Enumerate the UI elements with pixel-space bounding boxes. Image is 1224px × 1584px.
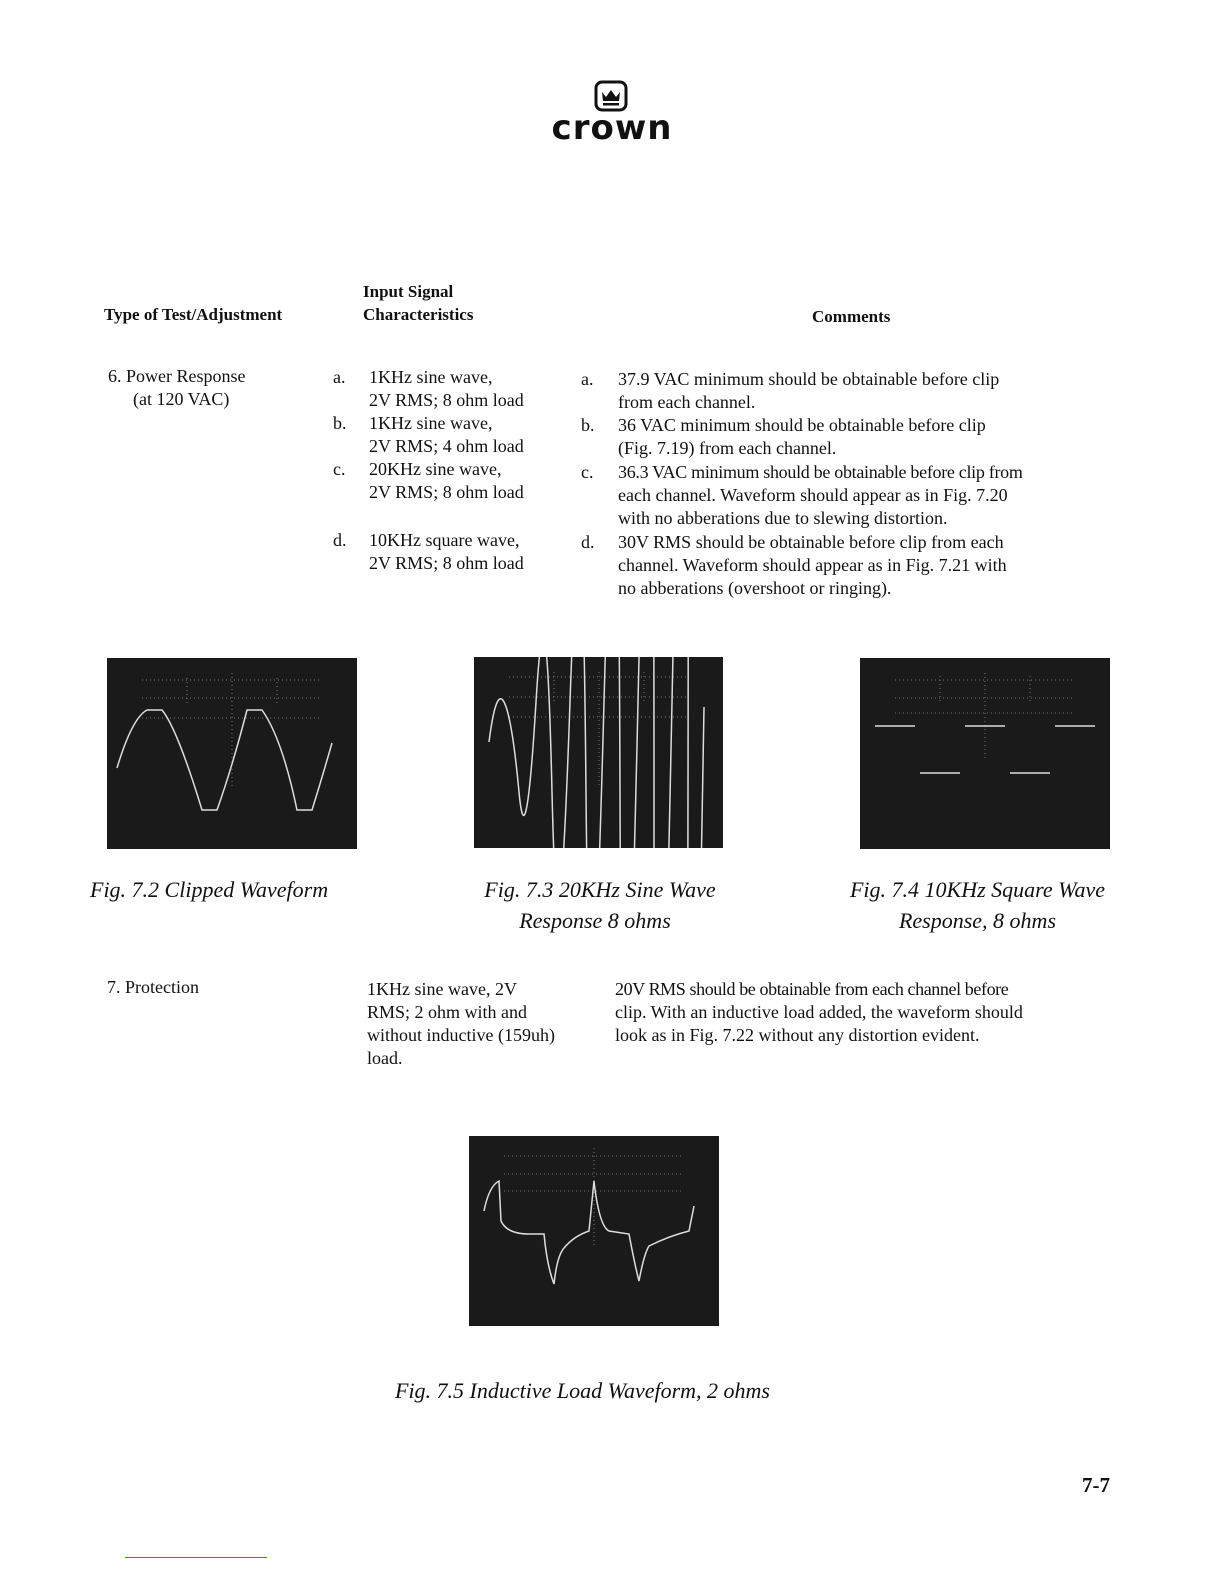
sine-wave-photo	[474, 657, 723, 848]
logo-text: crown	[551, 108, 673, 148]
header-input-1: Input Signal	[363, 282, 454, 301]
row6-test-sub: (at 120 VAC)	[133, 389, 230, 409]
comment-line: with no abberations due to slewing distortion.	[618, 508, 948, 528]
comment-line: from each channel.	[618, 392, 756, 412]
caption-fig-7-4: Fig. 7.4 10KHz Square Wave	[849, 877, 1106, 902]
comment-letter: a.	[581, 369, 594, 389]
footer-rule	[125, 1557, 267, 1558]
row7-comment-line: 20V RMS should be obtainable from each channel before	[615, 979, 1009, 999]
comment-line: no abberations (overshoot or ringing).	[618, 578, 892, 598]
page-number: 7-7	[1082, 1473, 1110, 1497]
input-letter: c.	[333, 459, 346, 479]
comment-letter: b.	[581, 415, 595, 435]
input-line: 2V RMS; 8 ohm load	[369, 553, 524, 573]
header-comments: Comments	[812, 307, 891, 326]
comment-line: 36.3 VAC minimum should be obtainable before clip from	[618, 462, 1023, 482]
input-line: 10KHz square wave,	[369, 530, 520, 550]
caption-fig-7-5: Fig. 7.5 Inductive Load Waveform, 2 ohms	[395, 1378, 770, 1403]
input-line: 2V RMS; 8 ohm load	[369, 390, 524, 410]
square-wave-photo	[860, 658, 1110, 849]
input-line: 2V RMS; 8 ohm load	[369, 482, 524, 502]
caption-fig-7-4-line2: Response, 8 ohms	[898, 908, 1057, 933]
input-letter: d.	[333, 530, 347, 550]
input-letter: a.	[333, 367, 346, 387]
header-type: Type of Test/Adjustment	[104, 305, 283, 324]
input-line: 1KHz sine wave,	[369, 367, 493, 387]
inductive-load-waveform-photo	[469, 1136, 719, 1326]
clipped-waveform-photo	[107, 658, 357, 849]
row6-test: 6. Power Response	[108, 366, 246, 386]
row7-input-line: 1KHz sine wave, 2V	[367, 979, 517, 999]
row7-input-line: load.	[367, 1048, 403, 1068]
comment-line: each channel. Waveform should appear as in Fig. 7.20	[618, 485, 1008, 505]
input-letter: b.	[333, 413, 347, 433]
input-line: 2V RMS; 4 ohm load	[369, 436, 524, 456]
comment-line: 36 VAC minimum should be obtainable before clip	[618, 415, 986, 435]
comment-line: 37.9 VAC minimum should be obtainable before clip	[618, 369, 1000, 389]
header-input-2: Characteristics	[363, 305, 474, 324]
comment-letter: c.	[581, 462, 594, 482]
row7-input-line: RMS; 2 ohm with and	[367, 1002, 528, 1022]
input-line: 20KHz sine wave,	[369, 459, 502, 479]
row7-comment-line: clip. With an inductive load added, the waveform should	[615, 1002, 1023, 1022]
caption-fig-7-3-line2: Response 8 ohms	[519, 908, 671, 933]
comment-line: channel. Waveform should appear as in Fig. 7.21 with	[618, 555, 1007, 575]
caption-fig-7-2: Fig. 7.2 Clipped Waveform	[90, 877, 329, 902]
input-line: 1KHz sine wave,	[369, 413, 493, 433]
row7-input-line: without inductive (159uh)	[367, 1025, 555, 1045]
comment-letter: d.	[581, 532, 595, 552]
row7-test: 7. Protection	[107, 977, 199, 997]
caption-fig-7-3: Fig. 7.3 20KHz Sine Wave	[484, 877, 716, 902]
row7-comment-line: look as in Fig. 7.22 without any distortion evident.	[615, 1025, 980, 1045]
comment-line: (Fig. 7.19) from each channel.	[618, 438, 837, 458]
comment-line: 30V RMS should be obtainable before clip from each	[618, 532, 1004, 552]
